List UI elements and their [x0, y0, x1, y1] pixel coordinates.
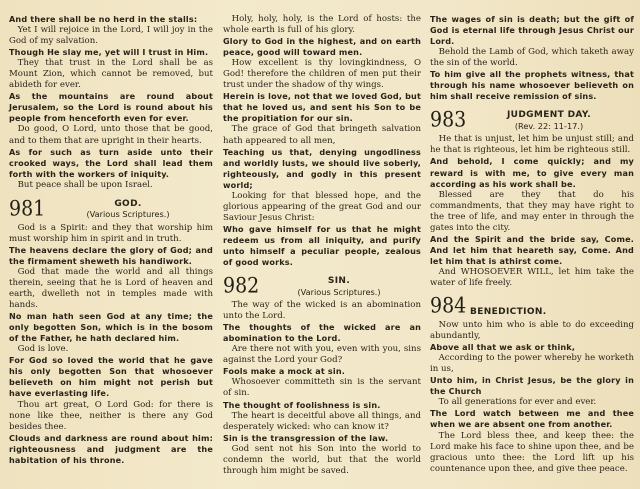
verse-line: The grace of God that bringeth salvation hath appeared to all men,: [223, 124, 421, 146]
verse-line: The Lord bless thee, and keep thee: the Lord make his face to shine upon thee, and be gracious unto thee: the Lord lift up his countenance upon thee, and give thee peace.: [430, 430, 634, 474]
verse-line: The way of the wicked is an abomination unto the Lord.: [223, 300, 421, 322]
column-middle: [223, 14, 421, 477]
verse-line: Above all that we ask or think,: [430, 342, 576, 353]
verse-line: For God so loved the world that he gave his only begotten Son that whosoever believeth on him might not perish but have everlasting life.: [9, 355, 213, 399]
verse-list: [430, 14, 634, 102]
verse-line: Sin is the transgression of the law.: [223, 432, 389, 443]
verse-line: But peace shall be upon Israel.: [17, 179, 153, 190]
reading-header: [430, 292, 634, 319]
reading-header: [223, 272, 421, 299]
verse-list: [430, 134, 634, 289]
verse-line: And behold, I come quickly; and my reward is with me, to give every man according as his work shall be.: [430, 156, 634, 189]
reading-subtitle: (Rev. 22: 11-17.): [514, 120, 584, 131]
verse-line: Behold the Lamb of God, which taketh away the sin of the world.: [430, 47, 634, 69]
verse-line: They that trust in the Lord shall be as Mount Zion, which cannot be removed, but abideth for ever.: [9, 58, 213, 91]
verse-line: Glory to God in the highest, and on earth peace, good will toward men.: [223, 36, 421, 58]
verse-line: God is love.: [17, 344, 69, 355]
verse-line: The heart is deceitful above all things, and desperately wicked: who can know it?: [223, 410, 421, 432]
verse-line: The thoughts of the wicked are an abomination to the Lord.: [223, 322, 421, 344]
verse-line: Are there not with you, even with you, sins against the Lord your God?: [223, 344, 421, 366]
verse-list: [9, 223, 213, 466]
reading-number: 984: [430, 292, 467, 319]
verse-line: According to the power whereby he worketh in us,: [430, 353, 634, 375]
verse-list: [9, 14, 213, 191]
verse-line: The heavens declare the glory of God; and the firmament sheweth his handiwork.: [9, 244, 213, 266]
column-right: [430, 14, 634, 475]
reading-title: SIN.: [327, 276, 351, 287]
verse-line: The thought of foolishness is sin.: [223, 399, 381, 410]
verse-line: God sent not his Son into the world to condemn the world, but that the world through him might be saved.: [223, 443, 421, 476]
verse-line: And the Spirit and the bride say, Come. And let him that heareth say, Come. And let him that is athirst come.: [430, 233, 634, 266]
verse-line: Fools make a mock at sin.: [223, 366, 345, 377]
reading-title: GOD.: [114, 198, 142, 209]
verse-line: Herein is love, not that we loved God, but that he loved us, and sent his Son to be the propitiation for our sin.: [223, 91, 421, 124]
reading-number: 981: [9, 195, 46, 221]
reading-header: [9, 195, 213, 221]
reading-subtitle: (Various Scriptures.): [297, 286, 381, 297]
verse-line: Who gave himself for us that he might redeem us from all iniquity, and purify unto himself a peculiar people, zealous of good works.: [223, 223, 421, 268]
verse-line: Blessed are they that do his commandments, that they may have right to the tree of life, and may enter in through the gates into the city.: [430, 189, 634, 233]
verse-line: Now unto him who is able to do exceeding abundantly,: [430, 320, 634, 342]
column-left: [9, 14, 213, 466]
verse-line: Holy, holy, holy, is the Lord of hosts: the whole earth is full of his glory.: [223, 14, 421, 36]
verse-line: As for such as turn aside unto their crooked ways, the Lord shall lead them forth with the workers of iniquity.: [9, 146, 213, 179]
verse-line: Though He slay me, yet will I trust in Him.: [9, 47, 209, 58]
verse-list: [430, 320, 634, 475]
reading-number: 982: [223, 272, 260, 299]
verse-line: And there shall be no herd in the stalls:: [9, 14, 198, 24]
verse-line: God is a Spirit: and they that worship him must worship him in spirit and in truth.: [9, 222, 213, 244]
reading-header: [430, 107, 634, 133]
verse-line: To all generations for ever and ever.: [438, 397, 597, 408]
verse-line: As the mountains are round about Jerusalem, so the Lord is round about his people from henceforth even for ever.: [9, 91, 213, 124]
reading-title: JUDGMENT DAY.: [506, 110, 592, 121]
verse-line: No man hath seen God at any time; the only begotten Son, which is in the bosom of the Father, he hath declared him.: [9, 311, 213, 344]
verse-line: Yet I will rejoice in the Lord, I will joy in the God of my salvation.: [9, 25, 213, 47]
verse-line: The Lord watch between me and thee when we are absent one from another.: [430, 408, 634, 430]
verse-line: Thou art great, O Lord God: for there is none like thee, neither is there any God besides thee.: [9, 399, 213, 432]
verse-line: And WHOSOEVER WILL, let him take the water of life freely.: [430, 266, 634, 288]
verse-line: God that made the world and all things therein, seeing that he is Lord of heaven and earth, dwelleth not in temples made with hands.: [9, 266, 213, 311]
verse-line: Teaching us that, denying ungodliness and worldly lusts, we should live soberly, righteously, and godly in this present world;: [223, 146, 421, 190]
verse-list: [223, 14, 421, 268]
verse-line: He that is unjust, let him be unjust still; and he that is righteous, let him be righteous still.: [430, 134, 634, 156]
verse-line: To him give all the prophets witness, that through his name whosoever believeth on him shall receive remission of sins.: [430, 69, 634, 102]
verse-line: Looking for that blessed hope, and the glorious appearing of the great God and our Saviour Jesus Christ:: [223, 190, 421, 223]
reading-title: BENEDICTION.: [470, 306, 547, 317]
verse-line: Do good, O Lord, unto those that be good, and to them that are upright in their hearts.: [9, 124, 213, 146]
reading-number: 983: [430, 107, 467, 133]
verse-line: The wages of sin is death; but the gift of God is eternal life through Jesus Christ our Lord.: [430, 14, 634, 47]
verse-line: Clouds and darkness are round about him: righteousness and judgment are the habitation of his throne.: [9, 432, 213, 465]
reading-subtitle: (Various Scriptures.): [86, 209, 170, 220]
verse-line: Whosoever committeth sin is the servant of sin.: [223, 377, 421, 399]
verse-line: How excellent is thy lovingkindness, O God! therefore the children of men put their trust under the shadow of thy wings.: [223, 58, 421, 91]
verse-list: [223, 300, 421, 477]
verse-line: Unto him, in Christ Jesus, be the glory in the Church: [430, 375, 634, 397]
